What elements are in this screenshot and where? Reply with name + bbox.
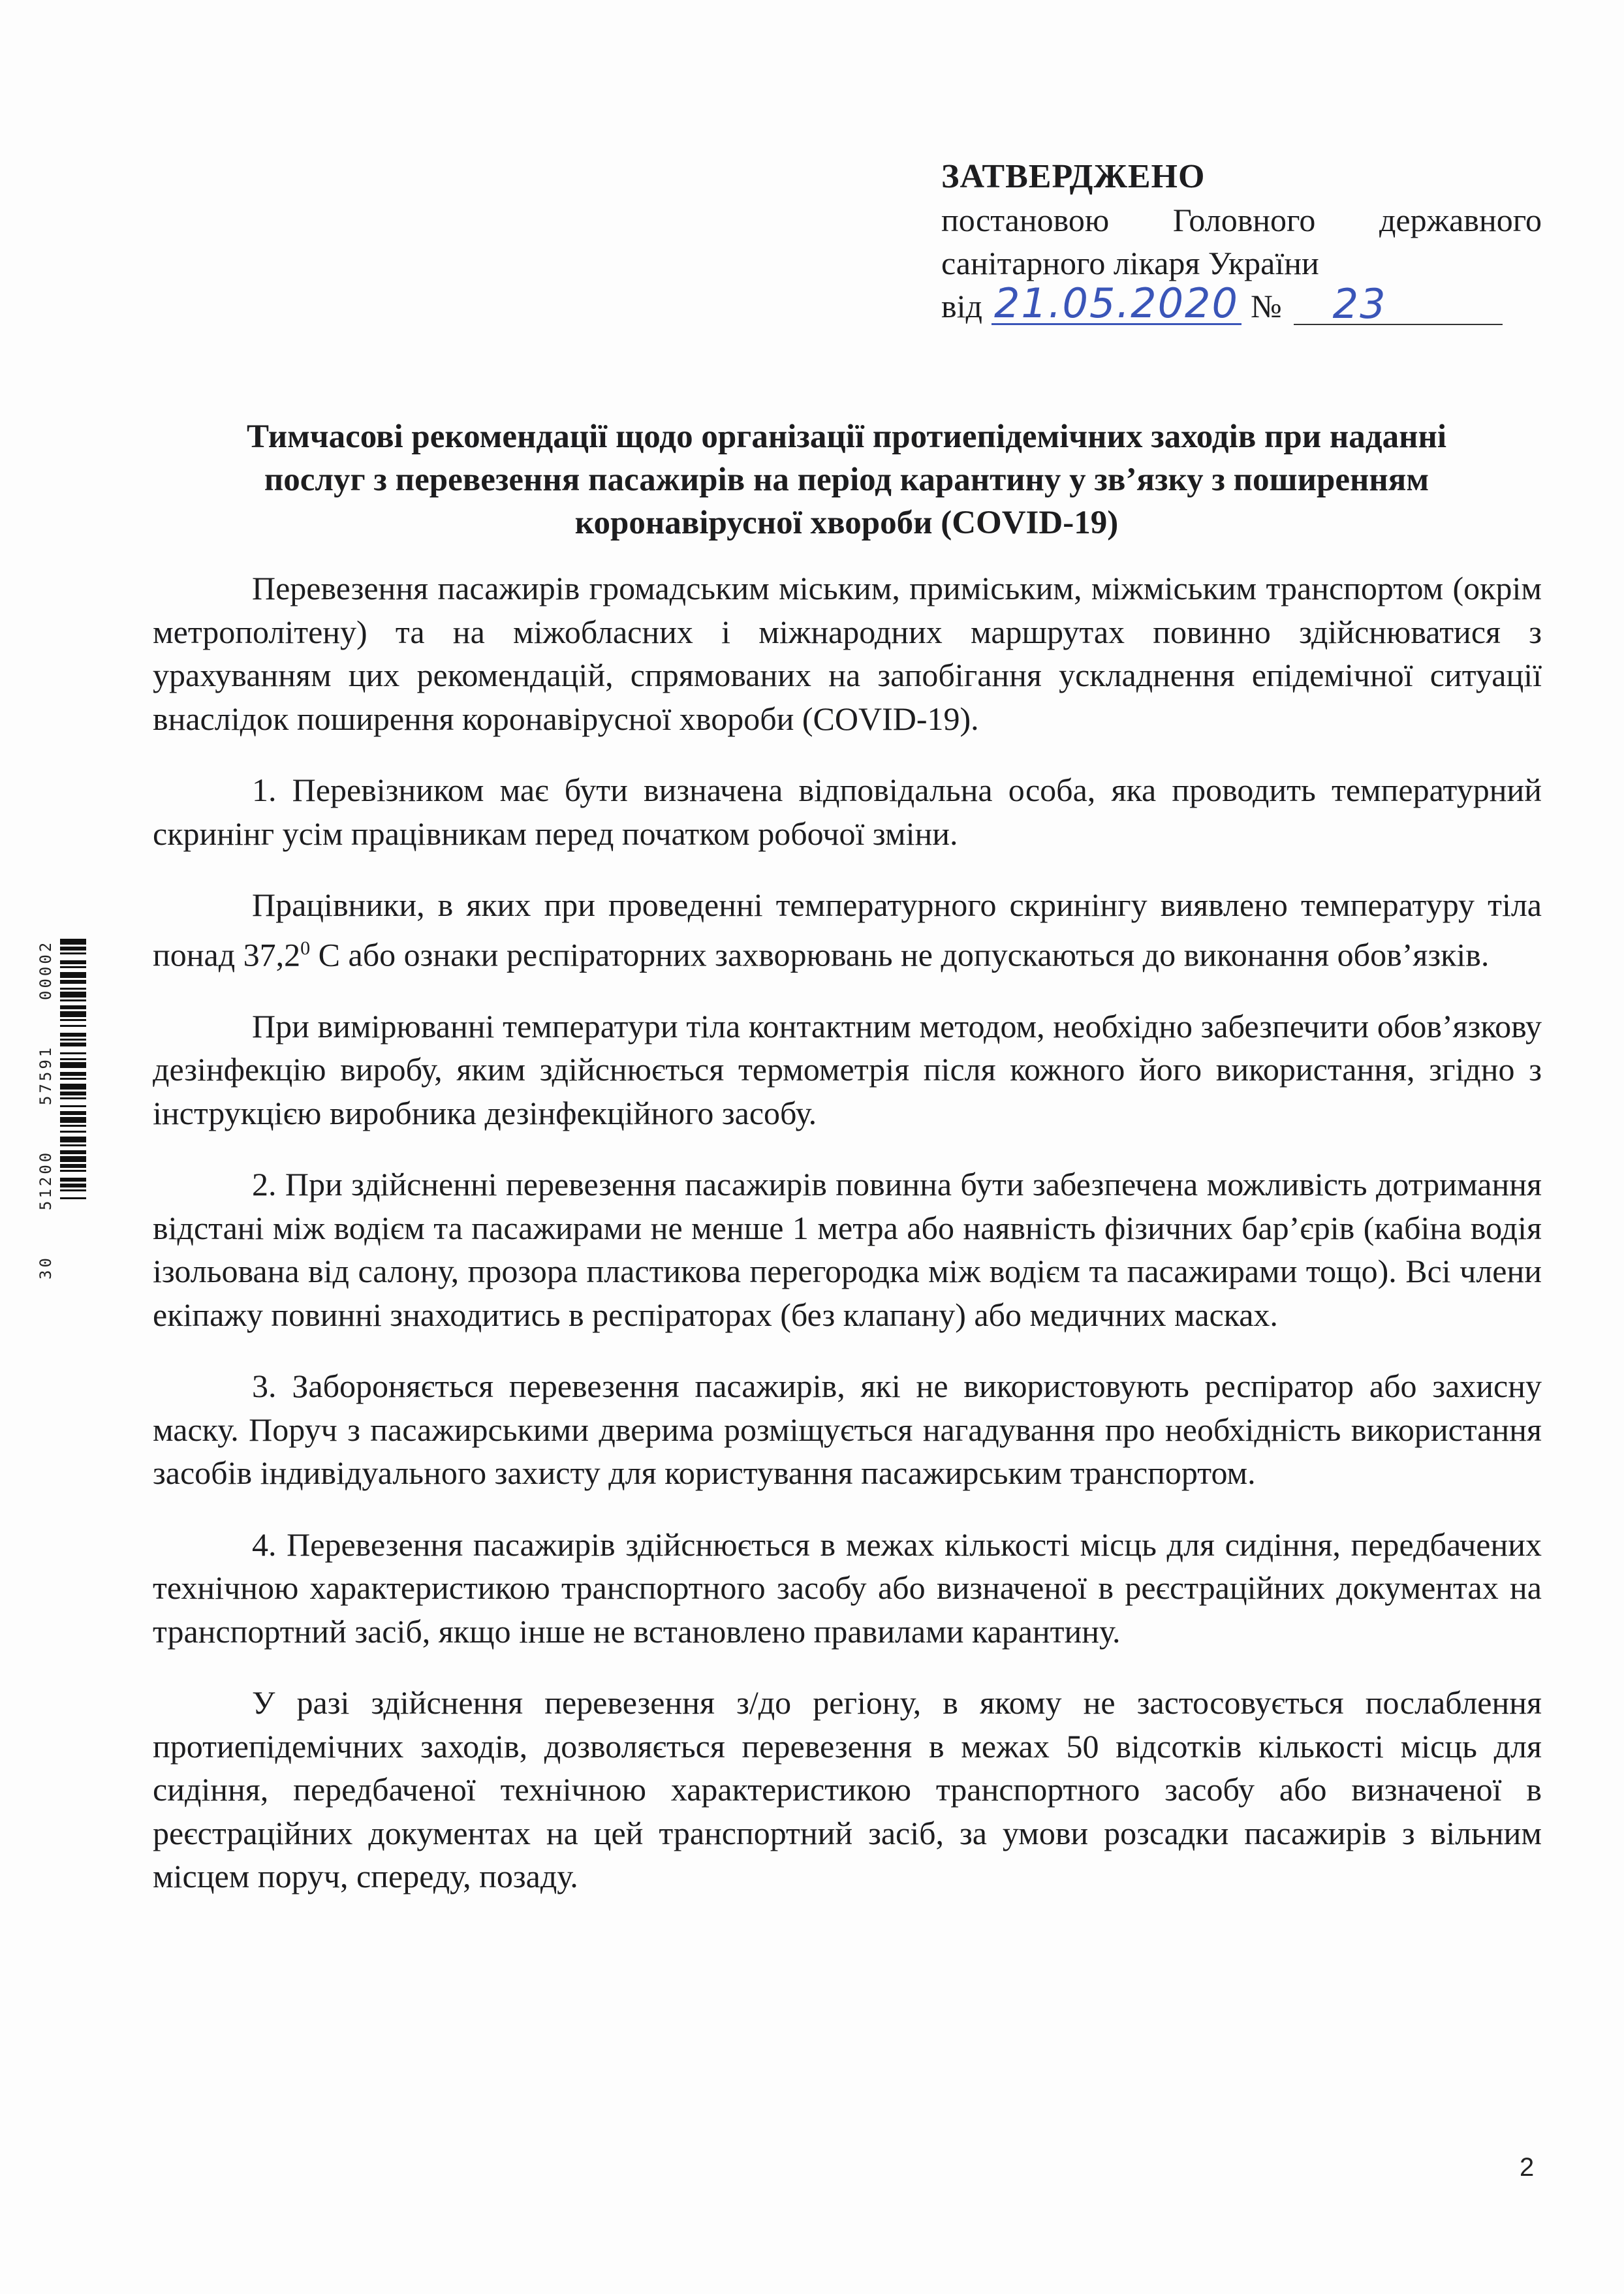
barcode-digits-3: 57591 <box>37 1045 55 1106</box>
approval-line-1 <box>941 198 1542 242</box>
paragraph-intro: Перевезення пасажирів громадським міським, приміським, міжміським транспортом (окрім метрополітену) та на міжобласних і міжнародних маршрутах повинно здійснюватися з урахуванням цих рекомендацій, спрямованих на запобігання ускладнення епідемічної ситуації внаслідок поширення коронавірусної хвороби (COVID-19). <box>153 570 1542 737</box>
title-line-1: Тимчасові рекомендації щодо організації протиепідемічних заходів при наданні <box>246 418 1447 455</box>
paragraph-1b <box>153 883 1542 977</box>
document-title <box>151 415 1542 544</box>
document-body <box>153 567 1542 1926</box>
barcode-bar <box>60 1011 86 1017</box>
page-number: 2 <box>1520 2153 1535 2182</box>
barcode-bar <box>60 1189 86 1191</box>
barcode <box>60 934 86 1286</box>
barcode-bar <box>60 1025 86 1027</box>
barcode-bar <box>60 1197 86 1199</box>
barcode-bar <box>60 992 86 998</box>
barcode-digits-2: 51200 <box>37 1150 55 1211</box>
approval-date-line <box>941 279 1555 328</box>
barcode-bar <box>60 972 86 978</box>
barcode-bar <box>60 1005 86 1009</box>
handwritten-date: 21.05.2020 <box>992 284 1241 325</box>
barcode-bar <box>60 1052 86 1054</box>
barcode-bar <box>60 1144 86 1146</box>
barcode-bar <box>60 1072 86 1076</box>
barcode-bar <box>60 1111 86 1115</box>
barcode-digits <box>37 940 56 1280</box>
barcode-bar <box>60 960 86 964</box>
barcode-bar <box>60 1058 86 1060</box>
barcode-bar <box>60 980 86 984</box>
barcode-bar <box>60 1019 86 1021</box>
barcode-bar <box>60 1125 86 1127</box>
barcode-bar <box>60 999 86 1001</box>
barcode-bar <box>60 1062 86 1068</box>
paragraph-1b-text-before: Працівники, в яких при проведенні температурного скринінгу виявлено температуру тіла понад 37,2 <box>153 887 1542 973</box>
barcode-digits-1: 30 <box>37 1255 55 1280</box>
title-line-2: послуг з перевезення пасажирів на період карантину у зв’язку з поширенням <box>264 462 1429 498</box>
barcode-bar <box>60 952 86 954</box>
barcode-bar <box>60 1184 86 1187</box>
paragraph-2: 2. При здійсненні перевезення пасажирів повинна бути забезпечена можливість дотримання відстані між водієм та пасажирами не менше 1 метра або наявність фізичних бар’єрів (кабіна водія ізольована від салону, прозора пластикова перегородка між водієм та пасажирами тощо). Всі члени екіпажу повинні знаходитись в респіраторах (без клапану) або медичних масках. <box>153 1166 1542 1333</box>
approval-word-state: державного <box>1379 202 1542 238</box>
date-prefix: від <box>941 288 982 324</box>
paragraph-1c: При вимірюванні температури тіла контактним методом, необхідно забезпечити обов’язкову дезінфекцію виробу, яким здійснюється термометрія після кожного його використання, згідно з інструкцією виробника дезінфекційного засобу. <box>153 1007 1542 1131</box>
paragraph-1b-text-after: С або ознаки респіраторних захворювань не допускаються до виконання обов’язків. <box>310 936 1490 973</box>
barcode-bar <box>60 947 86 951</box>
barcode-bar <box>60 1043 86 1046</box>
approval-title: ЗАТВЕРДЖЕНО <box>941 158 1206 195</box>
barcode-bar <box>60 1033 86 1037</box>
approval-word-chief: Головного <box>1172 202 1316 238</box>
barcode-bar <box>60 1117 86 1123</box>
paragraph-1: 1. Перевізником має бути визначена відповідальна особа, яка проводить температурний скринінг усім працівникам перед початком робочої зміни. <box>153 772 1542 852</box>
barcode-bar <box>60 966 86 968</box>
paragraph-4b: У разі здійснення перевезення з/до регіону, в якому не застосовується послаблення протиепідемічних заходів, дозволяється перевезення в межах 50 відсотків кількості місць для сидіння, передбаченої технічною характеристикою транспортного засобу або визначеної в реєстраційних документах на цей транспортний засіб, за умови розсадки пасажирів з вільним місцем поруч, спереду, позаду. <box>153 1684 1542 1895</box>
number-sign: № <box>1250 288 1282 324</box>
barcode-bar <box>60 1164 86 1168</box>
barcode-bar <box>60 1178 86 1182</box>
degree-superscript: 0 <box>300 937 311 959</box>
paragraph-4: 4. Перевезення пасажирів здійснюється в межах кількості місць для сидіння, передбачених технічною характеристикою транспортного засобу або визначеної в реєстраційних документах на транспортний засіб, якщо інше не встановлено правилами карантину. <box>153 1526 1542 1650</box>
approval-line-2: санітарного лікаря України <box>941 245 1319 281</box>
handwritten-number: 23 <box>1294 285 1503 325</box>
barcode-bar <box>60 1156 86 1162</box>
title-line-3: коронавірусної хвороби (COVID-19) <box>574 505 1119 541</box>
approval-word-resolution: постановою <box>941 202 1110 238</box>
barcode-digits-4: 00002 <box>37 940 55 1001</box>
barcode-bar <box>60 1150 86 1154</box>
barcode-bar <box>60 1131 86 1133</box>
barcode-bar <box>60 1137 86 1142</box>
barcode-bar <box>60 988 86 990</box>
paragraph-3: 3. Забороняється перевезення пасажирів, які не використовують респіратор або захисну маску. Поруч з пасажирськими дверима розміщується нагадування про необхідність використання засобів індивідуального захисту для користування пасажирським транспортом. <box>153 1368 1542 1492</box>
barcode-bar <box>60 1078 86 1080</box>
barcode-bar <box>60 1084 86 1090</box>
barcode-bar <box>60 1170 86 1172</box>
barcode-bar <box>60 1097 86 1099</box>
barcode-bar <box>60 1039 86 1041</box>
barcode-bar <box>60 939 86 945</box>
barcode-bar <box>60 1092 86 1095</box>
barcode-bar <box>60 1105 86 1107</box>
approval-block <box>941 155 1555 328</box>
